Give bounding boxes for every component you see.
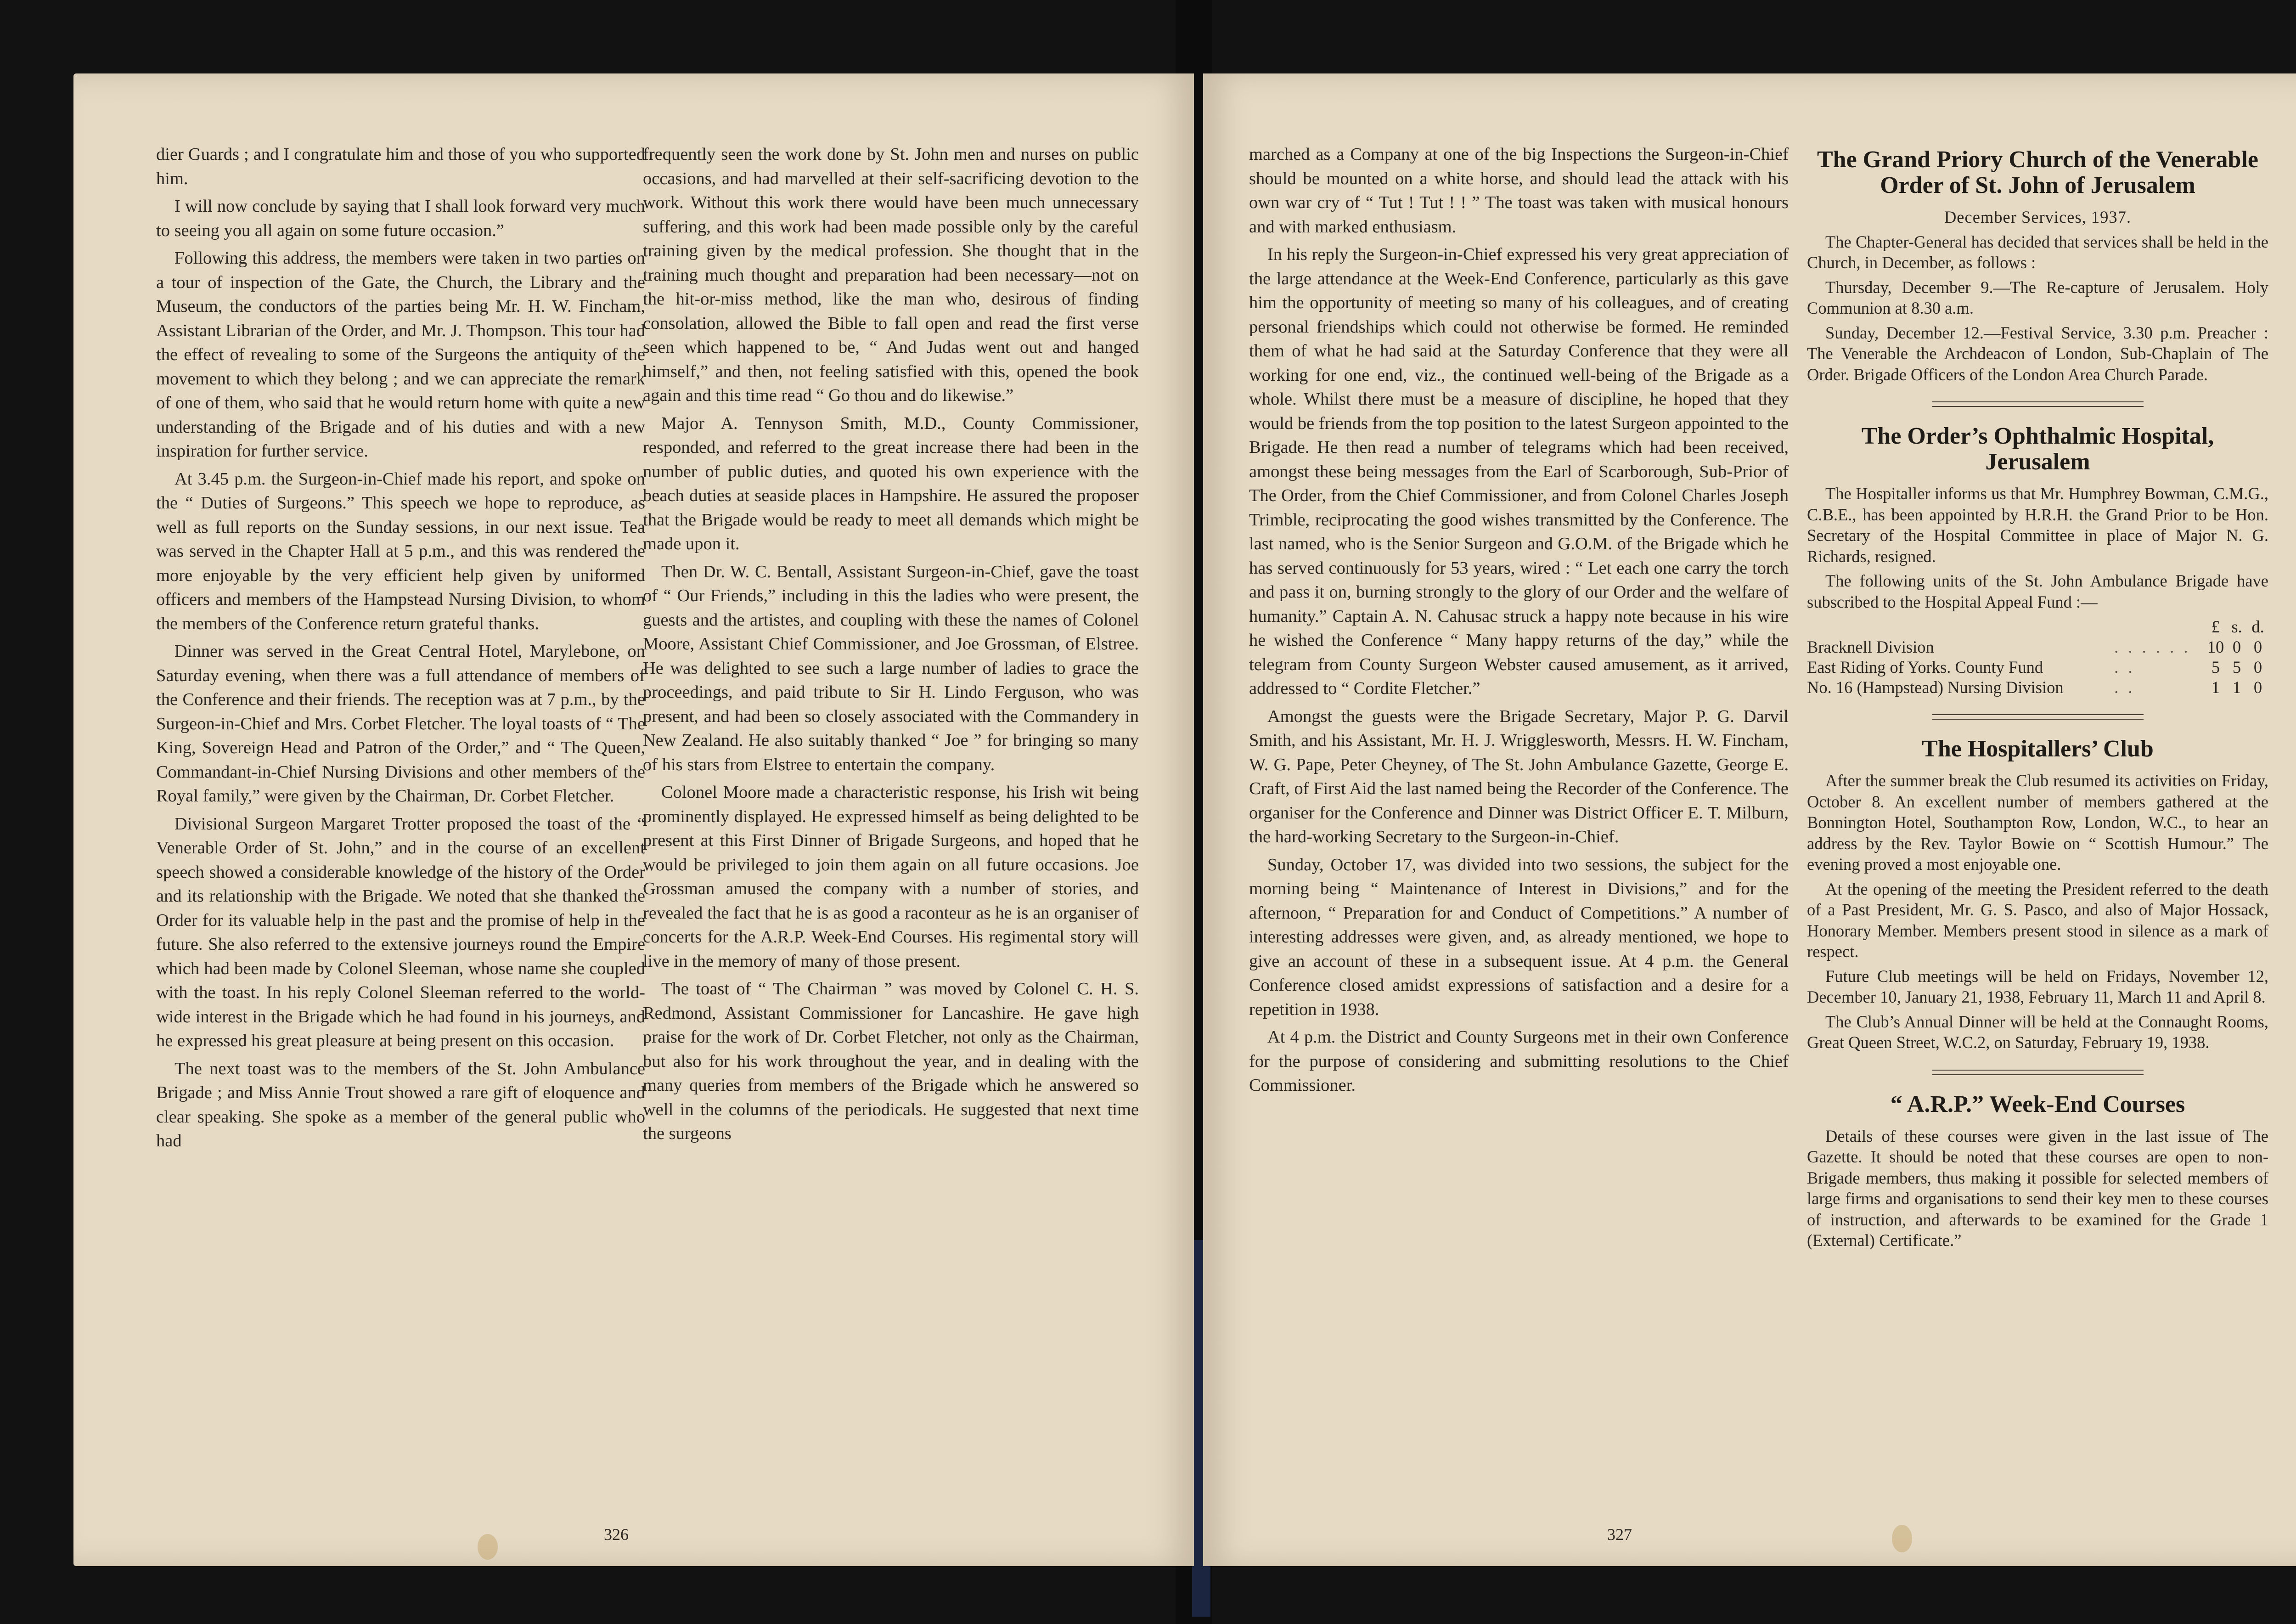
paragraph: I will now conclude by saying that I shall look forward very much to seeing you all again on some future occasion.” xyxy=(156,197,645,240)
dot-leader: . . xyxy=(2114,678,2135,697)
paragraph: The Club’s Annual Dinner will be held at the Connaught Rooms, Great Queen Street, W.C.2, on Saturday, February 19, 1938. xyxy=(1807,1012,2268,1052)
shillings-header: s. xyxy=(2231,617,2242,636)
section-divider xyxy=(1932,401,2144,407)
paragraph: dier Guards ; and I congratulate him and those of you who supported him. xyxy=(156,145,645,188)
paragraph: Thursday, December 9.—The Re-capture of Jerusalem. Holy Communion at 8.30 a.m. xyxy=(1807,277,2268,317)
fund-row xyxy=(1807,657,2268,677)
paragraph: Amongst the guests were the Brigade Secretary, Major P. G. Darvil Smith, and his Assistant, Mr. H. J. Wrigglesworth, Messrs. H. W. Fincham, W. G. Pape, Peter Cheyney, of The St. John Ambulance Gazette, George E. Craft, of First Aid the last named being the Recorder of the Conference. The organiser for the Conference and Dinner was District Officer E. T. Milburn, the hard-working Secretary to the Surgeon-in-Chief. xyxy=(1249,706,1789,846)
dot-leader: . . . . . . xyxy=(2114,637,2191,656)
fund-unit: No. 16 (Hampstead) Nursing Division xyxy=(1807,678,2064,697)
paragraph: Then Dr. W. C. Bentall, Assistant Surgeon-in-Chief, gave the toast of “ Our Friends,” including in this the ladies who were present, the guests and the artistes, and coupling with these the names of Colonel Moore, Assistant Chief Commissioner, and Joe Grossman, of Elstree. He was delighted to see such a large number of ladies to grace the proceedings, and paid tribute to Sir H. Lindo Ferguson, who was present, and had been so closely associated with the Commandery in New Zealand. He also suitably thanked “ Joe ” for bringing so many of his stars from Elstree to entertain the company. xyxy=(643,562,1139,774)
club-heading: The Hospitallers’ Club xyxy=(1922,736,2154,762)
pounds: 10 xyxy=(2207,637,2224,656)
page-number: 326 xyxy=(604,1525,629,1544)
right-column-1 xyxy=(1249,142,1789,1101)
paragraph: At the opening of the meeting the President referred to the death of a Past President, Mr. G. S. Pasco, and also of Major Hossack, Honorary Member. Members present stood in silence as a mark of respect. xyxy=(1807,879,2268,961)
fund-unit: East Riding of Yorks. County Fund xyxy=(1807,658,2043,677)
pence: 0 xyxy=(2253,658,2262,677)
paragraph: Details of these courses were given in the last issue of The Gazette. It should be noted that these courses are open to non-Brigade members, thus making it possible for selected members of large firms and organisations to send their key men to these courses of instruction, and afterwards to be examined for the Grade 1 (External) Certificate.” xyxy=(1807,1126,2268,1250)
paragraph: The following units of the St. John Ambulance Brigade have subscribed to the Hospital Appeal Fund :— xyxy=(1807,571,2268,611)
paragraph: Sunday, October 17, was divided into two sessions, the subject for the morning being “ Maintenance of Interest in Divisions,” and for the afternoon, “ Preparation for and Conduct of Competitions.” A number of interesting addresses were given, and, as already mentioned, we hope to give an account of these in a subsequent issue. At 4 p.m. the General Conference closed amidst expressions of satisfaction and a desire for a repetition in 1938. xyxy=(1249,855,1789,1019)
left-column-1 xyxy=(156,142,645,1157)
page-left xyxy=(73,73,1194,1566)
fund-row xyxy=(1807,677,2268,698)
club-notice xyxy=(1807,736,2268,1053)
left-column-2 xyxy=(643,142,1139,1150)
paper-stain xyxy=(1892,1525,1912,1552)
arp-heading: “ A.R.P.” Week-End Courses xyxy=(1890,1091,2185,1117)
priory-heading: The Grand Priory Church of the Venerable Order of St. John of Jerusalem xyxy=(1817,147,2259,198)
paragraph: Divisional Surgeon Margaret Trotter proposed the toast of the “ Venerable Order of St. John,” and in the course of an excellent speech showed a considerable knowledge of the history of the Order and its relationship with the Brigade. We noted that she thanked the Order for its valuable help in the past and the promise of help in the future. She also referred to the extensive journeys round the Empire which had been made by Colonel Sleeman, whose name she coupled with the toast. In his reply Colonel Sleeman referred to the world-wide interest in the Brigade which he had found in his journeys, and he expressed his great pleasure at being present on this occasion. xyxy=(156,814,645,1050)
paragraph: Major A. Tennyson Smith, M.D., County Commissioner, responded, and referred to the great increase there had been in the number of public duties, and quoted his own experience with the beach duties at seaside places in Hampshire. He assured the proposer that the Brigade would be ready to meet all demands which might be made upon it. xyxy=(643,413,1139,553)
section-divider xyxy=(1932,1070,2144,1075)
shillings: 1 xyxy=(2232,678,2241,697)
pence: 0 xyxy=(2253,678,2262,697)
fund-header-row xyxy=(1807,617,2268,637)
paragraph: Colonel Moore made a characteristic response, his Irish wit being prominently displayed. He expressed himself as being delighted to be present at this First Dinner of Brigade Surgeons, and hoped that he would be privileged to join them again on all future occasions. Joe Grossman amused the company with a number of stories, and revealed the fact that he is as good a raconteur as he is an organiser of concerts for the A.R.P. Week-End Courses. His regimental story will live in the memory of many of those present. xyxy=(643,783,1139,971)
priory-notice xyxy=(1807,147,2268,385)
priory-subheading: December Services, 1937. xyxy=(1944,208,2132,226)
shillings: 5 xyxy=(2232,658,2241,677)
paragraph: The toast of “ The Chairman ” was moved by Colonel C. H. S. Redmond, Assistant Commissioner for Lancashire. He gave high praise for the work of Dr. Corbet Fletcher, not only as the Chairman, but also for his work throughout the year, and in dealing with the many queries from members of the Brigade which he answered so well in the columns of the periodicals. He suggested that next time the surgeons xyxy=(643,979,1139,1143)
section-divider xyxy=(1932,714,2144,720)
paragraph: frequently seen the work done by St. John men and nurses on public occasions, and had marvelled at their self-sacrificing devotion to the work. Without this work there would have been much unnecessary suffering, and this work had been made possible only by the careful training given by the medical profession. She thought that in the training much thought and preparation had been necessary—not on the hit-or-miss method, like the man who, desirous of finding consolation, allowed the Bible to fall open and read the first verse seen which happened to be, “ And Judas went out and hanged himself,” and then, not feeling satisfied with this, opened the book again and this time read “ Go thou and do likewise.” xyxy=(643,145,1139,405)
hospital-heading: The Order’s Ophthalmic Hospital, Jerusalem xyxy=(1861,423,2214,475)
pence-header: d. xyxy=(2251,617,2264,636)
paragraph: At 3.45 p.m. the Surgeon-in-Chief made his report, and spoke on the “ Duties of Surgeons.” This speech we hope to reproduce, as well as full reports on the Sunday sessions, in our next issue. Tea was served in the Chapter Hall at 5 p.m., and this was rendered the more enjoyable by the very efficient help given by uniformed officers and members of the Hampstead Nursing Division, to whom the members of the Conference return grateful thanks. xyxy=(156,469,645,633)
pounds: 5 xyxy=(2211,658,2220,677)
fund-unit: Bracknell Division xyxy=(1807,637,1934,656)
paragraph: The Chapter-General has decided that services shall be held in the Church, in December, as follows : xyxy=(1807,232,2268,272)
paragraph: The Hospitaller informs us that Mr. Humphrey Bowman, C.M.G., C.B.E., has been appointed by H.R.H. the Grand Prior to be Hon. Secretary of the Hospital Committee in place of Major N. G. Richards, resigned. xyxy=(1807,484,2268,566)
paragraph: marched as a Company at one of the big Inspections the Surgeon-in-Chief should be mounted on a white horse, and should lead the attack with his own war cry of “ Tut ! Tut ! ! ” The toast was taken with musical honours and with marked enthusiasm. xyxy=(1249,145,1789,237)
pounds: 1 xyxy=(2211,678,2220,697)
fund-table xyxy=(1807,617,2268,698)
dot-leader: . . xyxy=(2114,658,2135,677)
shillings: 0 xyxy=(2232,637,2241,656)
hospital-notice xyxy=(1807,423,2268,698)
paragraph: Sunday, December 12.—Festival Service, 3.30 p.m. Preacher : The Venerable the Archdeacon of London, Sub-Chaplain of The Order. Brigade Officers of the London Area Church Parade. xyxy=(1807,323,2268,384)
page-number: 327 xyxy=(1607,1525,1632,1544)
fund-row xyxy=(1807,637,2268,657)
pounds-header: £ xyxy=(2211,617,2220,636)
paragraph: The next toast was to the members of the St. John Ambulance Brigade ; and Miss Annie Trout showed a rare gift of eloquence and clear speaking. She spoke as a member of the general public who had xyxy=(156,1059,645,1150)
arp-notice xyxy=(1807,1092,2268,1251)
paper-stain xyxy=(478,1534,498,1560)
paragraph: Following this address, the members were taken in two parties on a tour of inspection of the Gate, the Church, the Library and the Museum, the conductors of the parties being Mr. H. W. Fincham, Assistant Librarian of the Order, and Mr. J. Thompson. This tour had the effect of revealing to some of the Surgeons the antiquity of the movement to which they belong ; and we can appreciate the remark of one of them, who said that he would return home with quite a new understanding of the Brigade and of his duties and with a new inspiration for further service. xyxy=(156,248,645,461)
paragraph: In his reply the Surgeon-in-Chief expressed his very great appreciation of the large attendance at the Week-End Conference, particularly as this gave him the opportunity of meeting so many of his colleagues, and of creating personal friendships which could not otherwise be formed. He reminded them of what he had said at the Saturday Conference that they were all working for one end, viz., the continued well-being of the Brigade as a whole. Whilst there must be a measure of discipline, he hoped that they would be friends from the top position to the latest Surgeon appointed to the Brigade. He then read a number of telegrams which had been received, amongst these being messages from the Earl of Scarborough, Sub-Prior of The Order, from the Chief Commissioner, and from Colonel Charles Joseph Trimble, reciprocating the good wishes transmitted by the Conference. The last named, who is the Senior Surgeon and G.O.M. of the Brigade which he has served continuously for 53 years, wired : “ Let each one carry the torch and pass it on, burning strongly to the glory of our Order and the welfare of humanity.” Captain A. N. Cahusac struck a happy note because in his wire he wished the Conference “ Many happy returns of the day,” while the telegram from County Surgeon Webster caused amusement, as it arrived, addressed to “ Cordite Fletcher.” xyxy=(1249,245,1789,698)
pence: 0 xyxy=(2253,637,2262,656)
paragraph: Future Club meetings will be held on Fridays, November 12, December 10, January 21, 1938, February 11, March 11 and April 8. xyxy=(1807,966,2268,1006)
page-right xyxy=(1203,73,2296,1566)
paragraph: Dinner was served in the Great Central Hotel, Marylebone, on Saturday evening, when there was a full attendance of members of the Conference and their friends. The reception was at 7 p.m., by the Surgeon-in-Chief and Mrs. Corbet Fletcher. The loyal toasts of “ The King, Sovereign Head and Patron of the Order,” and “ The Queen, Commandant-in-Chief Nursing Divisions and other members of the Royal family,” were given by the Chairman, Dr. Corbet Fletcher. xyxy=(156,642,645,806)
paragraph: At 4 p.m. the District and County Surgeons met in their own Conference for the purpose of considering and submitting resolutions to the Chief Commissioner. xyxy=(1249,1027,1789,1095)
right-column-2 xyxy=(1807,147,2268,1255)
paragraph: After the summer break the Club resumed its activities on Friday, October 8. An excellent number of members gathered at the Bonnington Hotel, Southampton Row, London, W.C., to hear an address by the Rev. Taylor Bowie on “ Scottish Humour.” The evening proved a most enjoyable one. xyxy=(1807,771,2268,874)
